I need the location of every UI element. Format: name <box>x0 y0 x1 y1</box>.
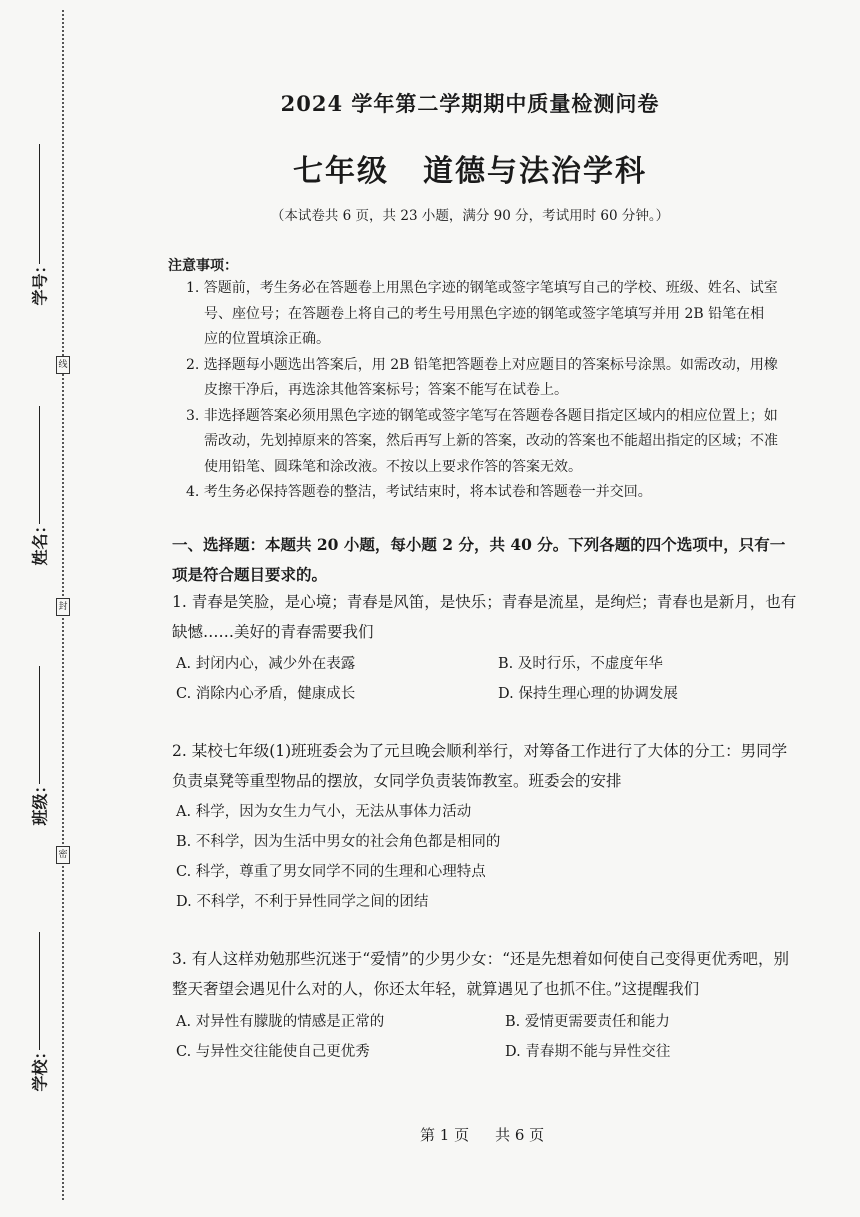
notes-heading: 注意事项： <box>168 258 238 274</box>
subject-label: 道德与法治学科 <box>423 154 647 189</box>
school-field <box>28 918 50 1092</box>
class-blank <box>39 666 40 784</box>
exam-subtitle <box>80 146 860 190</box>
section-heading: 一、选择题：本题共 20 小题，每小题 2 分，共 40 分。下列各题的四个选项中，只有一项是符合题目要求的。 <box>172 535 786 584</box>
school-label: 学校： <box>30 1043 50 1092</box>
note-item: 2. 选择题每小题选出答案后，用 2B 铅笔把答题卷上对应题目的答案标号涂黑。如需改动，用橡皮擦干净后，再选涂其他答案标号；答案不能写在试卷上。 <box>186 356 778 398</box>
exam-info: （本试卷共 6 页，共 23 小题，满分 90 分，考试用时 60 分钟。） <box>270 208 670 224</box>
question-2-option-b: B. 不科学，因为生活中男女的社会角色都是相同的 <box>176 834 501 850</box>
student-id-blank <box>39 144 40 264</box>
name-label: 姓名： <box>30 517 50 566</box>
page-footer <box>420 1124 544 1145</box>
school-blank <box>39 932 40 1050</box>
name-blank <box>39 406 40 524</box>
question-2-option-d: D. 不科学，不利于异性同学之间的团结 <box>176 894 429 910</box>
name-field <box>28 392 50 566</box>
page-number: 第 1 页 <box>420 1126 470 1144</box>
binding-mark-mi: 密 <box>56 846 70 864</box>
question-2-option-c: C. 科学，尊重了男女同学不同的生理和心理特点 <box>176 864 486 880</box>
student-id-label: 学号： <box>30 257 50 306</box>
binding-mark-xian: 线 <box>56 356 70 374</box>
note-item: 1. 答题前，考生务必在答题卷上用黑色字迹的钢笔或签字笔填写自己的学校、班级、姓名、试室号、座位号；在答题卷上将自己的考生号用黑色字迹的钢笔或签字笔填写并用 2B 铅笔在相应的位置填涂正确。 <box>186 280 778 347</box>
question-3-option-d: D. 青春期不能与异性交往 <box>505 1044 671 1060</box>
question-1-stem: 1. 青春是笑脸，是心境；青春是风笛，是快乐；青春是流星，是绚烂；青春也是新月，也有缺憾……美好的青春需要我们 <box>172 593 797 641</box>
student-id-field <box>28 130 50 306</box>
note-item: 4. 考生务必保持答题卷的整洁，考试结束时，将本试卷和答题卷一并交回。 <box>186 484 652 500</box>
binding-mark-feng: 封 <box>56 598 70 616</box>
notes-list <box>186 276 778 506</box>
class-label: 班级： <box>30 777 50 826</box>
question-2-option-a: A. 科学，因为女生力气小，无法从事体力活动 <box>176 804 472 820</box>
question-3-stem: 3. 有人这样劝勉那些沉迷于“爱情”的少男少女：“还是先想着如何使自己变得更优秀吧，别整天奢望会遇见什么对的人，你还太年轻，就算遇见了也抓不住。”这提醒我们 <box>172 950 789 998</box>
page-total: 共 6 页 <box>495 1126 545 1144</box>
question-1-option-b: B. 及时行乐，不虚度年华 <box>498 656 663 672</box>
question-3-option-c: C. 与异性交往能使自己更优秀 <box>176 1044 370 1060</box>
note-item: 3. 非选择题答案必须用黑色字迹的钢笔或签字笔写在答题卷各题目指定区域内的相应位置上；如需改动，先划掉原来的答案，然后再写上新的答案，改动的答案也不能超出指定的区域；不准使用铅笔、圆珠笔和涂改液。不按以上要求作答的答案无效。 <box>186 407 778 475</box>
question-1-option-c: C. 消除内心矛盾，健康成长 <box>176 686 356 702</box>
grade-label: 七年级 <box>293 154 389 189</box>
question-2-stem: 2. 某校七年级(1)班班委会为了元旦晚会顺利举行，对筹备工作进行了大体的分工：男同学负责桌凳等重型物品的摆放，女同学负责装饰教室。班委会的安排 <box>172 742 788 790</box>
question-1-option-a: A. 封闭内心，减少外在表露 <box>176 656 356 672</box>
question-3-option-a: A. 对异性有朦胧的情感是正常的 <box>176 1014 385 1030</box>
exam-title: 2024 学年第二学期期中质量检测问卷 <box>280 91 660 116</box>
class-field <box>28 652 50 826</box>
question-3-option-b: B. 爱情更需要责任和能力 <box>505 1014 670 1030</box>
question-1-option-d: D. 保持生理心理的协调发展 <box>498 686 678 702</box>
